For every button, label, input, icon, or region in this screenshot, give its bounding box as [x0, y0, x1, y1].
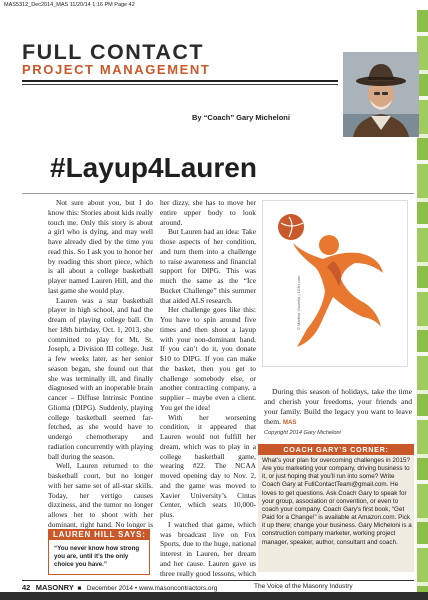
paragraph: But Lauren had an idea: Take those aspects of her condition, and turn them into a challenge to raise awareness and financial support for DIPG. This was much the same as the “Ice Bucket Challenge” this summer that aided ALS research. [160, 227, 256, 305]
closing-text: During this season of holidays, take the time and cherish your freedoms, your friends and your family. Build the legacy you want to leave them. [264, 387, 412, 426]
byline: By “Coach” Gary Micheloni [192, 113, 290, 122]
pull-quote-title: LAUREN HILL SAYS: [53, 530, 146, 539]
bottom-band [0, 592, 428, 600]
copyright-line: Copyright 2014 Gary Micheloni [264, 430, 341, 436]
header-rule [22, 80, 338, 82]
issue-date: December 2014 [86, 585, 134, 592]
paragraph: Her challenge goes like this: You have to spin around five times and then shoot a layup with your non-dominant hand. If you can’t do it, you donate $10 to DIPG. If you can make the basket, then you get to challenge somebody else, or another contracting company, a supplier – maybe even a client. You get the idea! [160, 305, 256, 412]
article-column-1 [48, 198, 153, 529]
footer-rule [22, 580, 414, 581]
paragraph: Lauren was a star basketball player in high school, and had the dream of playing college ball. On her 18th birthday, Oct. 1, 2013, she committed to play for Mt. St. Joseph, a Division III college. Just a few weeks later, as her senior season began, she found out that she was terminally ill, and finally diagnosed with an inoperable brain cancer – Diffuse Intrinsic Pontine Glioma (DIPG). Suddenly, playing college basketball seemed far-fetched, as she would have to undergo chemotherapy and radiation concurrently with playing ball during the season. [48, 295, 153, 461]
footer-tagline: The Voice of the Masonry Industry [254, 583, 353, 590]
paragraph: Well, Lauren returned to the basketball court, but no longer with her same set of all-star skills. Today, her vertigo causes dizziness, and the tumor no longer allows her to shoot with her dominant, right hand. No longer is [48, 461, 153, 529]
article-column-2 [160, 198, 256, 580]
column-subtitle: PROJECT MANAGEMENT [22, 62, 211, 77]
paragraph: Not sure about you, but I do know this: Stories about kids really touch me. Only this story is about a girl who is dying, and may well have already died by the time you read this. So I ask you to honor her by reading this short piece, which is all about a college basketball player named Lauren Hill, and the last game she would play. [48, 198, 153, 295]
paragraph: With her worsening condition, it appeared that Lauren would not fulfill her dream, which was to play in a college basketball game, wearing #22. The NCAA moved opening day to Nov. 2, and the game was moved to Xavier University’s Cintas Center, which seats 10,000-plus. [160, 412, 256, 519]
article-column-3 [264, 387, 412, 447]
footer-left: 42 MASONRY ■ December 2014 • www.masoncontractors.org [22, 583, 218, 592]
end-mark: MAS [283, 420, 297, 426]
paragraph [264, 387, 412, 428]
pull-quote-text: “You never know how strong you are, until it’s the only choice you have.” [54, 545, 140, 568]
basketball-player-illustration [262, 200, 408, 367]
magazine-name: MASONRY [35, 583, 74, 592]
paragraph: her dizzy, she has to move her entire upper body to look around. [160, 198, 256, 227]
paragraph: I watched that game, which was broadcast live on Fox Sports, due to the huge, national interest in Lauren, her dream and her cause. Lauren gave us three really good lessons, which [160, 519, 256, 578]
website-url: www.masoncontractors.org [138, 585, 218, 592]
photo-credit: © Martina Vozzella | 123rf.com [296, 275, 301, 330]
headline-rule [22, 193, 414, 194]
header-rule-thin [22, 84, 338, 85]
sidebar-text: What’s your plan for overcoming challenges in 2015? Are you marketing your company, driving business to it, or just hoping that you’ll run into some? Write Coach Gary at FullContactTeam@gmail.com. He loves to get questions. Ask Coach Gary to speak for your group, association or convention, or even to coach your company. Coach Gary’s first book, “Get Paid for a Change!” is available at Amazon.com. Pick it up there; change your business. Gary Micheloni is a construction company marketer, working project manager, speaker, author, consultant and coach. [262, 457, 412, 546]
article-headline: #Layup4Lauren [50, 152, 257, 183]
print-slug: MAS5312_Dec2014_MAS 11/20/14 1:16 PM Page 42 [0, 0, 428, 10]
page-number: 42 [22, 583, 31, 592]
column-title: FULL CONTACT [22, 40, 205, 64]
author-portrait-image [343, 52, 419, 137]
author-photo [343, 52, 419, 137]
basketball-player-icon [263, 201, 409, 368]
sidebar-title: COACH GARY’S CORNER: [258, 444, 414, 455]
